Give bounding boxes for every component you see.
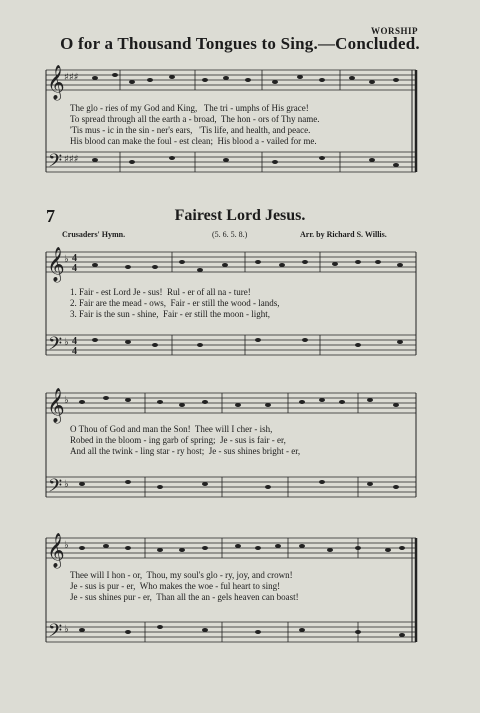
svg-text:♭: ♭ (64, 540, 69, 551)
svg-text:♭: ♭ (64, 337, 69, 348)
section-tag: WORSHIP (370, 26, 418, 36)
svg-text:𝄞: 𝄞 (47, 388, 65, 423)
svg-text:𝄞: 𝄞 (47, 247, 65, 282)
lyric-line: Thee will I hon - or, Thou, my soul's glo - ry, joy, and crown! (70, 570, 293, 580)
lyric-line: 3. Fair is the sun - shine, Fair - er still the moon - light, (70, 309, 270, 319)
lyric-line: Robed in the bloom - ing garb of spring; Je - sus is fair - er, (70, 435, 286, 445)
svg-text:♯♯♯: ♯♯♯ (64, 72, 79, 83)
system2-lyrics (70, 287, 410, 320)
lyric-line: Je - sus shines pur - er, Than all the an - gels heaven can boast! (70, 592, 299, 602)
tune-name: Crusaders' Hymn. (62, 230, 126, 239)
svg-text:4: 4 (72, 346, 77, 357)
treble-clef-icon: 𝄞 (47, 65, 65, 100)
arranger-credit: Arr. by Richard S. Willis. (300, 230, 387, 239)
svg-text:♭: ♭ (64, 479, 69, 490)
continued-hymn-title: O for a Thousand Tongues to Sing.—Concluded. (60, 34, 420, 53)
system3-bass-staff (46, 477, 416, 497)
svg-text:𝄞: 𝄞 (47, 533, 65, 568)
svg-text:4: 4 (72, 253, 77, 264)
svg-text:♭: ♭ (64, 254, 69, 265)
system1-lyrics (70, 103, 410, 147)
svg-text:♯♯♯: ♯♯♯ (64, 154, 79, 165)
lyric-line: And all the twink - ling star - ry host; Je - sus shines bright - er, (70, 446, 301, 456)
svg-text:♭: ♭ (64, 624, 69, 635)
system4-lyrics (70, 570, 410, 603)
svg-text:4: 4 (72, 263, 77, 274)
lyric-line: 'Tis mus - ic in the sin - ner's ears, 'Tis life, and health, and peace. (70, 125, 311, 135)
lyric-line: 2. Fair are the mead - ows, Fair - er still the wood - lands, (70, 298, 280, 308)
meter: (5. 6. 5. 8.) (212, 230, 248, 239)
svg-text:♭: ♭ (64, 395, 69, 406)
lyric-line: The glo - ries of my God and King, The tri - umphs of His grace! (70, 103, 309, 113)
svg-text:𝄢: 𝄢 (48, 476, 63, 501)
lyric-line: To spread through all the earth a - broad, The hon - ors of Thy name. (70, 114, 320, 124)
system1-bass-staff (46, 152, 416, 172)
system1-treble-staff (46, 70, 416, 90)
bass-clef-icon: 𝄢 (48, 151, 63, 176)
svg-text:𝄢: 𝄢 (48, 621, 63, 646)
lyric-line: 1. Fair - est Lord Je - sus! Rul - er of all na - ture! (70, 287, 251, 297)
lyric-line: O Thou of God and man the Son! Thee will I cher - ish, (70, 424, 273, 434)
svg-text:4: 4 (72, 336, 77, 347)
lyric-line: His blood can make the foul - est clean; His blood a - vailed for me. (70, 136, 317, 146)
system3-lyrics (70, 424, 410, 457)
hymn-number: 7 (46, 206, 55, 226)
hymn-title: Fairest Lord Jesus. (174, 207, 306, 224)
lyric-line: Je - sus is pur - er, Who makes the woe - ful heart to sing! (70, 581, 281, 591)
system3-treble-staff (46, 393, 416, 413)
svg-text:𝄢: 𝄢 (48, 334, 63, 359)
